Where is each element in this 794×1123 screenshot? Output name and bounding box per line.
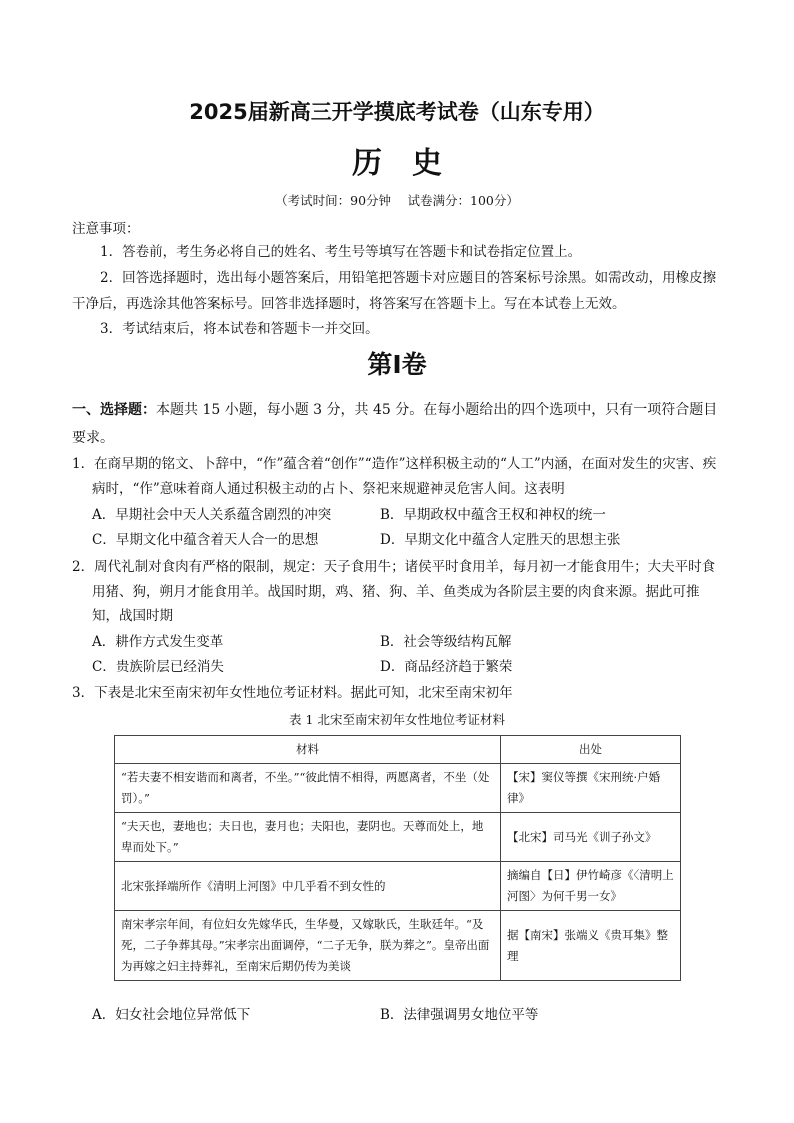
option-b: B．法律强调男女地位平等 — [380, 1007, 539, 1023]
exam-title: 2025届新高三开学摸底考试卷（山东专用） — [189, 100, 605, 124]
option-b: B．社会等级结构瓦解 — [380, 634, 512, 650]
table-caption: 表 1 北宋至南宋初年女性地位考证材料 — [289, 712, 505, 727]
section-text: 本题共 15 小题，每小题 3 分，共 45 分。在每小题给出的四个选项中，只有一项符合题目要求。 — [72, 402, 718, 446]
question-1 — [72, 452, 726, 501]
option-a: A．耕作方式发生变革 — [92, 634, 224, 650]
table-row — [115, 911, 681, 981]
note-item-1: 1．答卷前，考生务必将自己的姓名、考生号等填写在答题卡和试卷指定位置上。 — [100, 244, 582, 260]
table-row — [115, 862, 681, 911]
option-a: A．妇女社会地位异常低下 — [92, 1007, 251, 1023]
option-c: C．贵族阶层已经消失 — [92, 659, 224, 675]
source-cell: 【宋】窦仪等撰《宋刑统·户婚律》 — [501, 764, 681, 813]
volume-heading: 第Ⅰ卷 — [367, 350, 427, 379]
source-cell: 据【南宋】张端义《贵耳集》整理 — [501, 911, 681, 981]
option-d: D．商品经济趋于繁荣 — [380, 659, 513, 675]
material-cell: “若夫妻不相安谐而和离者，不坐。”“彼此情不相得，两愿离者，不坐（处罚）。” — [115, 764, 501, 813]
material-cell: “夫天也，妻地也；夫日也，妻月也；夫阳也，妻阴也。天尊而处上，地卑而处下。” — [115, 813, 501, 862]
question-stem: 3．下表是北宋至南宋初年女性地位考证材料。据此可知，北宋至南宋初年 — [72, 685, 513, 701]
table-header-row — [115, 736, 681, 764]
question-3 — [72, 681, 726, 706]
evidence-table — [114, 735, 681, 981]
option-d: D．早期文化中蕴含人定胜天的思想主张 — [380, 532, 621, 548]
section-instructions — [72, 396, 728, 452]
source-cell: 【北宋】司马光《训子孙文》 — [501, 813, 681, 862]
question-2 — [72, 555, 726, 629]
table-row — [115, 813, 681, 862]
section-label: 一、选择题： — [72, 402, 156, 418]
option-c: C．早期文化中蕴含着天人合一的思想 — [92, 532, 319, 548]
material-cell: 北宋张择端所作《清明上河图》中几乎看不到女性的 — [115, 862, 501, 911]
note-item-3: 3．考试结束后，将本试卷和答题卡一并交回。 — [100, 321, 379, 337]
option-b: B．早期政权中蕴含王权和神权的统一 — [380, 507, 606, 523]
subject-heading: 历史 — [352, 146, 472, 181]
source-cell: 摘编自【日】伊竹崎彦《〈清明上河图〉为何千男一女》 — [501, 862, 681, 911]
exam-info: （考试时间：90分钟 试卷满分：100分） — [275, 193, 519, 208]
option-a: A．早期社会中天人关系蕴含剧烈的冲突 — [92, 507, 332, 523]
note-item-2: 2．回答选择题时，选出每小题答案后，用铅笔把答题卡对应题目的答案标号涂黑。如需改动，用橡皮擦干净后，再选涂其他答案标号。回答非选择题时，将答案写在答题卡上。写在本试卷上无效。 — [72, 270, 717, 312]
column-header-material: 材料 — [115, 736, 501, 764]
material-cell: 南宋孝宗年间，有位妇女先嫁华氏，生华曼，又嫁耿氏，生耿廷年。“及死，二子争葬其母。”宋孝宗出面调停，“二子无争，朕为葬之”。皇帝出面为再嫁之妇主持葬礼，至南宋后期仍传为美谈 — [115, 911, 501, 981]
table-row — [115, 764, 681, 813]
column-header-source: 出处 — [501, 736, 681, 764]
question-stem: 2．周代礼制对食肉有严格的限制，规定：天子食用牛；诸侯平时食用羊，每月初一才能食用牛；大夫平时食用猪、狗，朔月才能食用羊。战国时期，鸡、猪、狗、羊、鱼类成为各阶层主要的肉食来源。据此可推知，战国时期 — [72, 559, 716, 624]
question-stem: 1．在商早期的铭文、卜辞中，“作”蕴含着“创作”“造作”这样积极主动的“人工”内涵，在面对发生的灾害、疾病时，“作”意味着商人通过积极主动的占卜、祭祀来规避神灵危害人间。这表明 — [72, 456, 717, 497]
notes-label: 注意事项： — [72, 221, 140, 237]
